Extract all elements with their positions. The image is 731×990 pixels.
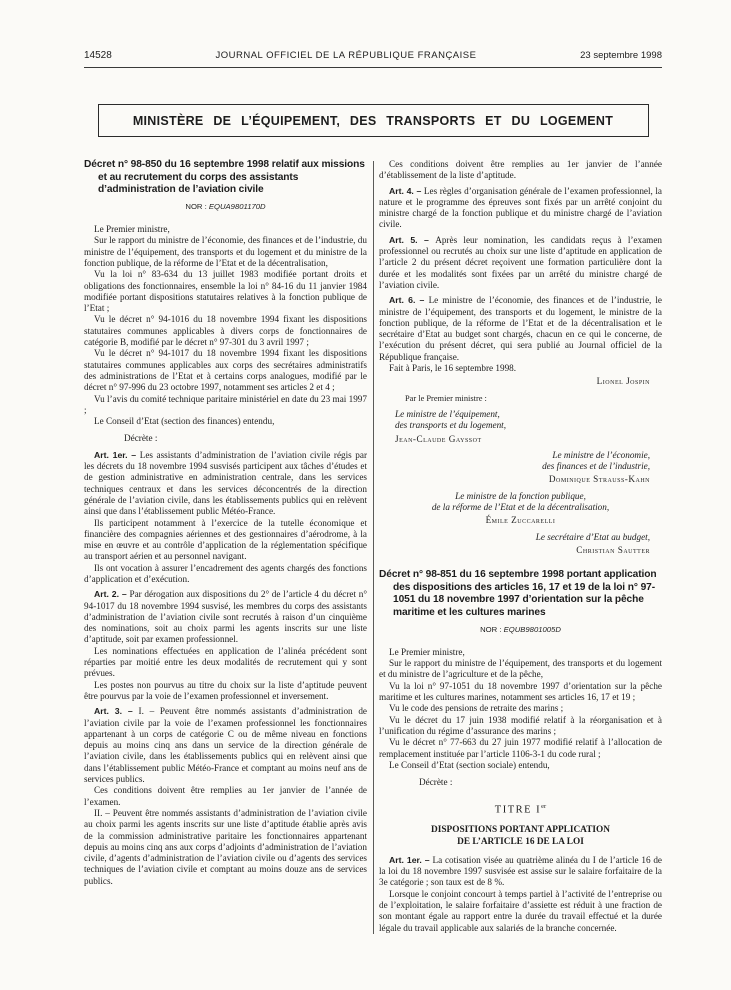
section-heading-line: DISPOSITIONS PORTANT APPLICATION <box>431 825 610 836</box>
title-heading-text: TITRE I <box>494 804 542 816</box>
nor-label: NOR : <box>480 624 504 634</box>
signature-title <box>379 450 662 473</box>
title-heading-sup: er <box>541 803 547 811</box>
decree-title: Décret n° 98-850 du 16 septembre 1998 relatif aux missions et au recrutement du corps des assistants d’administration de l’aviation civile <box>84 159 365 196</box>
nor-value: EQUA9801170D <box>208 201 266 211</box>
paragraph: Le Conseil d’Etat (section sociale) entendu, <box>389 759 550 770</box>
page-number: 14528 <box>84 50 112 61</box>
title-heading <box>379 801 662 816</box>
paragraph: Ces conditions doivent être remplies au 1er janvier de l’année d’établissement de la liste d’aptitude. <box>379 159 662 181</box>
section-heading <box>379 825 662 849</box>
signature-name: Dominique Strauss-Kahn <box>548 474 650 485</box>
paragraph: Les nominations effectuées en application de l’alinéa précédent sont réparties par moitié entre les deux modalités de recrutement qui y sont prévues. <box>84 645 367 679</box>
decrete-line: Décrète : <box>419 777 453 788</box>
article-paragraph: Art. 6. – Le ministre de l’économie, des finances et de l’industrie, le ministre de l’équipement, des transports et du logement, le ministre de la fonction publique, de la réforme de l’Etat et de la décentralisation et le secrétaire d’Etat au budget sont chargés, chacun en ce qui le concerne, de l’exécution du présent décret, qui sera publié au Journal officiel de la République française. <box>379 295 662 362</box>
nor-label: NOR : <box>185 201 209 211</box>
paragraph: Fait à Paris, le 16 septembre 1998. <box>389 363 517 374</box>
article-number: Art. 3. – <box>94 706 139 717</box>
paragraph: Vu le décret n° 94-1017 du 18 novembre 1994 fixant les dispositions statutaires communes applicables aux corps des secrétaires administratifs des administrations de l’Etat et à certains corps analogues, modifié par le décret n° 97-996 du 23 octobre 1997, notamment ses articles 2 et 4 ; <box>84 348 367 393</box>
right-column <box>379 159 662 934</box>
signature-title-line: Le secrétaire d’Etat au budget, <box>535 531 650 542</box>
left-column <box>84 159 367 934</box>
signature-name: Christian Sautter <box>576 544 650 555</box>
article-number: Art. 4. – <box>389 185 424 196</box>
article-number: Art. 5. – <box>389 234 436 245</box>
article-paragraph: Art. 4. – Les règles d’organisation générale de l’examen professionnel, la nature et le programme des épreuves sont fixés par un arrêté conjoint du ministre chargé de la fonction publique et du ministre chargé de l’aviation civile. <box>379 185 662 230</box>
nor-line <box>379 624 662 635</box>
signature-name: Jean-Claude Gayssot <box>395 433 482 444</box>
article-paragraph: Art. 5. – Après leur nomination, les candidats reçus à l’examen professionnel ou recrutés au choix sur une liste d’aptitude en application de l’article 2 du présent décret reçoivent une formation particulière dont la durée et les modalités sont fixées par un arrêté du ministre chargé de l’aviation civile. <box>379 234 662 290</box>
issue-date: 23 septembre 1998 <box>580 50 662 61</box>
decree-title: Décret n° 98-851 du 16 septembre 1998 portant application des dispositions des articles 16, 17 et 19 de la loi n° 97-1051 du 18 novembre 1997 d’orientation sur la pêche maritime et les cultures marines <box>379 569 657 618</box>
paragraph: Ces conditions doivent être remplies au 1er janvier de l’année de l’examen. <box>84 785 367 807</box>
article-paragraph: Art. 3. – I. – Peuvent être nommés assistants d’administration de l’aviation civile par la voie de l’examen professionnel les fonctionnaires appartenant à un corps de catégorie C ou de même niveau en fonctions depuis au moins cinq ans dans un service de la direction générale de l’aviation civile, dans les établissements publics qui en relèvent ainsi que dans l’établissement public Météo-France et comptant au moins neuf ans de services publics. <box>84 706 368 785</box>
article-paragraph: Art. 1er. – La cotisation visée au quatrième alinéa du I de l’article 16 de la loi du 18 novembre 1997 susvisée est assise sur le salaire forfaitaire de la 3e catégorie ; son taux est de 8 %. <box>379 854 663 888</box>
article-number: Art. 2. – <box>94 589 130 600</box>
text-columns <box>84 159 662 934</box>
paragraph: Vu le décret n° 77-663 du 27 juin 1977 modifié relatif à l’allocation de remplacement instituée par l’article 1106-3-1 du code rural ; <box>379 737 662 759</box>
column-divider <box>373 161 374 934</box>
journal-title: JOURNAL OFFICIEL DE LA RÉPUBLIQUE FRANÇAISE <box>215 50 477 61</box>
paragraph: II. – Peuvent être nommés assistants d’administration de l’aviation civile au choix parmi les agents inscrits sur une liste d’aptitude établie après avis de la commission administrative paritaire les fonctionnaires appartenant depuis au moins cinq ans aux corps d’adjoints d’administration de l’aviation civile, d’agents d’administration de l’aviation civile ou d’agents des services techniques de l’aviation civile et comptant au moins douze ans de services publics. <box>84 807 367 886</box>
paragraph: Sur le rapport du ministre de l’économie, des finances et de l’industrie, du ministre de l’équipement, des transports et du logement et du ministre de la fonction publique, de la réforme de l’Etat et de la décentralisation, <box>84 235 367 268</box>
paragraph: Vu le décret du 17 juin 1938 modifié relatif à la réorganisation et à l’unification du régime d’assurance des marins ; <box>379 714 662 736</box>
paragraph: Les postes non pourvus au titre du choix sur la liste d’aptitude peuvent être pourvus par la voie de l’examen professionnel et inversement. <box>84 679 367 701</box>
decrete-line: Décrète : <box>124 433 158 444</box>
signature-title-line: de la réforme de l’Etat et de la décentralisation, <box>431 502 610 513</box>
nor-value: EQUB9801005D <box>503 624 561 634</box>
paragraph: Sur le rapport du ministre de l’équipement, des transports et du logement et du ministre de l’agriculture et de la pêche, <box>379 658 662 680</box>
signature-title-line: des transports et du logement, <box>395 420 507 431</box>
ministry-banner: MINISTÈRE DE L’ÉQUIPEMENT, DES TRANSPORTS ET DU LOGEMENT <box>98 104 649 137</box>
signature-title-line: Le ministre de la fonction publique, <box>455 490 586 501</box>
nor-line <box>84 201 367 212</box>
signature-title-line: des finances et de l’industrie, <box>542 461 650 472</box>
signature-title-line: Le ministre de l’économie, <box>552 449 650 460</box>
paragraph: Vu le décret n° 94-1016 du 18 novembre 1994 fixant les dispositions statutaires communes applicables à divers corps de fonctionnaires de catégorie B, modifié par le décret n° 97-301 du 3 avril 1997 ; <box>84 314 367 348</box>
spacer <box>379 557 662 569</box>
paragraph: Vu le code des pensions de retraite des marins ; <box>389 703 564 714</box>
paragraph: Le Premier ministre, <box>389 646 465 657</box>
article-number: Art. 6. – <box>389 295 429 306</box>
paragraph: Vu l’avis du comité technique paritaire ministériel en date du 23 mai 1997 ; <box>84 393 367 415</box>
signature-title <box>379 409 662 432</box>
paragraph: Le Premier ministre, <box>94 224 170 235</box>
article-number: Art. 1er. – <box>389 854 433 865</box>
page-header <box>84 0 662 61</box>
paragraph: Vu la loi n° 83-634 du 13 juillet 1983 modifiée portant droits et obligations des fonctionnaires, ensemble la loi n° 84-16 du 11 janvier 1984 modifiée portant dispositions statutaires relatives à la fonction publique de l’Etat ; <box>84 269 367 314</box>
paragraph: Ils ont vocation à assurer l’encadrement des agents chargés des fonctions d’application et d’exécution. <box>84 562 367 584</box>
article-number: Art. 1er. – <box>94 449 140 460</box>
article-paragraph: Art. 1er. – Les assistants d’administration de l’aviation civile régis par les décrets du 18 novembre 1994 susvisés participent aux tâches d’études et de gestion administrative en administration centrale, dans les services techniques centraux et dans les services déconcentrés de la direction générale de l’aviation civile, dans les établissements publics qui en relèvent ainsi que dans l’établissement public Météo-France. <box>84 449 368 517</box>
signature-name: Émile Zuccarelli <box>485 515 556 526</box>
paragraph: Lorsque le conjoint concourt à temps partiel à l’activité de l’entreprise ou de l’exploitation, le salaire forfaitaire d’assiette est réduit à une fraction de son montant égale au rapport entre la durée du travail effectué et la durée légale du travail applicable aux salariés de la branche concernée. <box>379 888 662 933</box>
signature-title <box>379 532 662 543</box>
signature-name: Lionel Jospin <box>596 376 650 387</box>
signature-title <box>379 491 662 514</box>
byline: Par le Premier ministre : <box>405 393 487 403</box>
section-heading-line: DE L’ARTICLE 16 DE LA LOI <box>457 837 584 848</box>
paragraph: Vu la loi n° 97-1051 du 18 novembre 1997 d’orientation sur la pêche maritime et les cultures marines, notamment ses articles 16, 17 et 19 ; <box>379 680 662 703</box>
paragraph: Ils participent notamment à l’exercice de la tutelle économique et financière des compagnies aériennes et des gestionnaires d’aérodrome, à la mise en œuvre et au contrôle d’application de la réglementation spécifique au transport aérien et au personnel navigant. <box>84 517 367 562</box>
paragraph: Le Conseil d’Etat (section des finances) entendu, <box>94 416 275 427</box>
signature-title-line: Le ministre de l’équipement, <box>395 408 500 419</box>
header-rule <box>84 67 662 68</box>
article-paragraph: Art. 2. – Par dérogation aux dispositions du 2° de l’article 4 du décret n° 94-1017 du 18 novembre 1994 susvisé, les membres du corps des assistants d’administration de l’aviation civile sont recrutés à raison d’un cinquième des nominations, soit au choix parmi les agents inscrits sur une liste d’aptitude, soit par examen professionnel. <box>84 589 368 645</box>
